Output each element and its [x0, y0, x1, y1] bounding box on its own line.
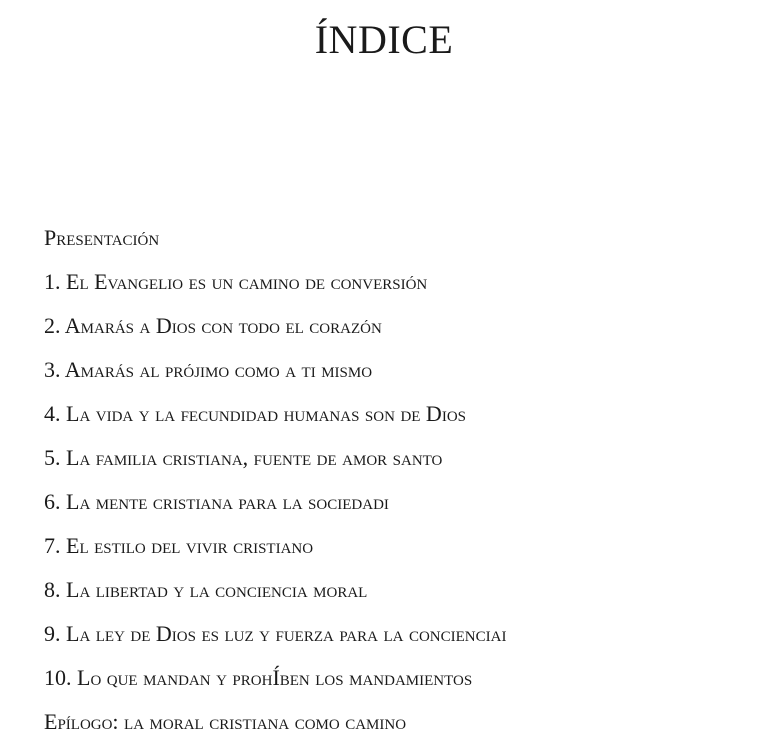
- toc-entry-presentation: Presentación: [44, 225, 160, 250]
- toc-entry-5: 5. La familia cristiana, fuente de amor santo: [44, 445, 443, 470]
- toc-entry-epilogue: Epílogo: la moral cristiana como camino: [44, 709, 407, 734]
- page-title: ÍNDICE: [314, 17, 454, 62]
- toc-entry-2: 2. Amarás a Dios con todo el corazón: [44, 313, 382, 338]
- toc-entry-6: 6. La mente cristiana para la sociedadi: [44, 489, 389, 514]
- toc-entry-10: 10. Lo que mandan y prohÍben los mandamientos: [44, 665, 473, 690]
- toc-entry-9: 9. La ley de Dios es luz y fuerza para la concienciai: [44, 621, 507, 646]
- toc-entry-8: 8. La libertad y la conciencia moral: [44, 577, 368, 602]
- toc-entry-7: 7. El estilo del vivir cristiano: [44, 533, 314, 558]
- table-of-contents: [44, 223, 744, 751]
- toc-entry-1: 1. El Evangelio es un camino de conversión: [44, 269, 428, 294]
- toc-entry-4: 4. La vida y la fecundidad humanas son de Dios: [44, 401, 466, 426]
- toc-entry-3: 3. Amarás al prójimo como a ti mismo: [44, 357, 373, 382]
